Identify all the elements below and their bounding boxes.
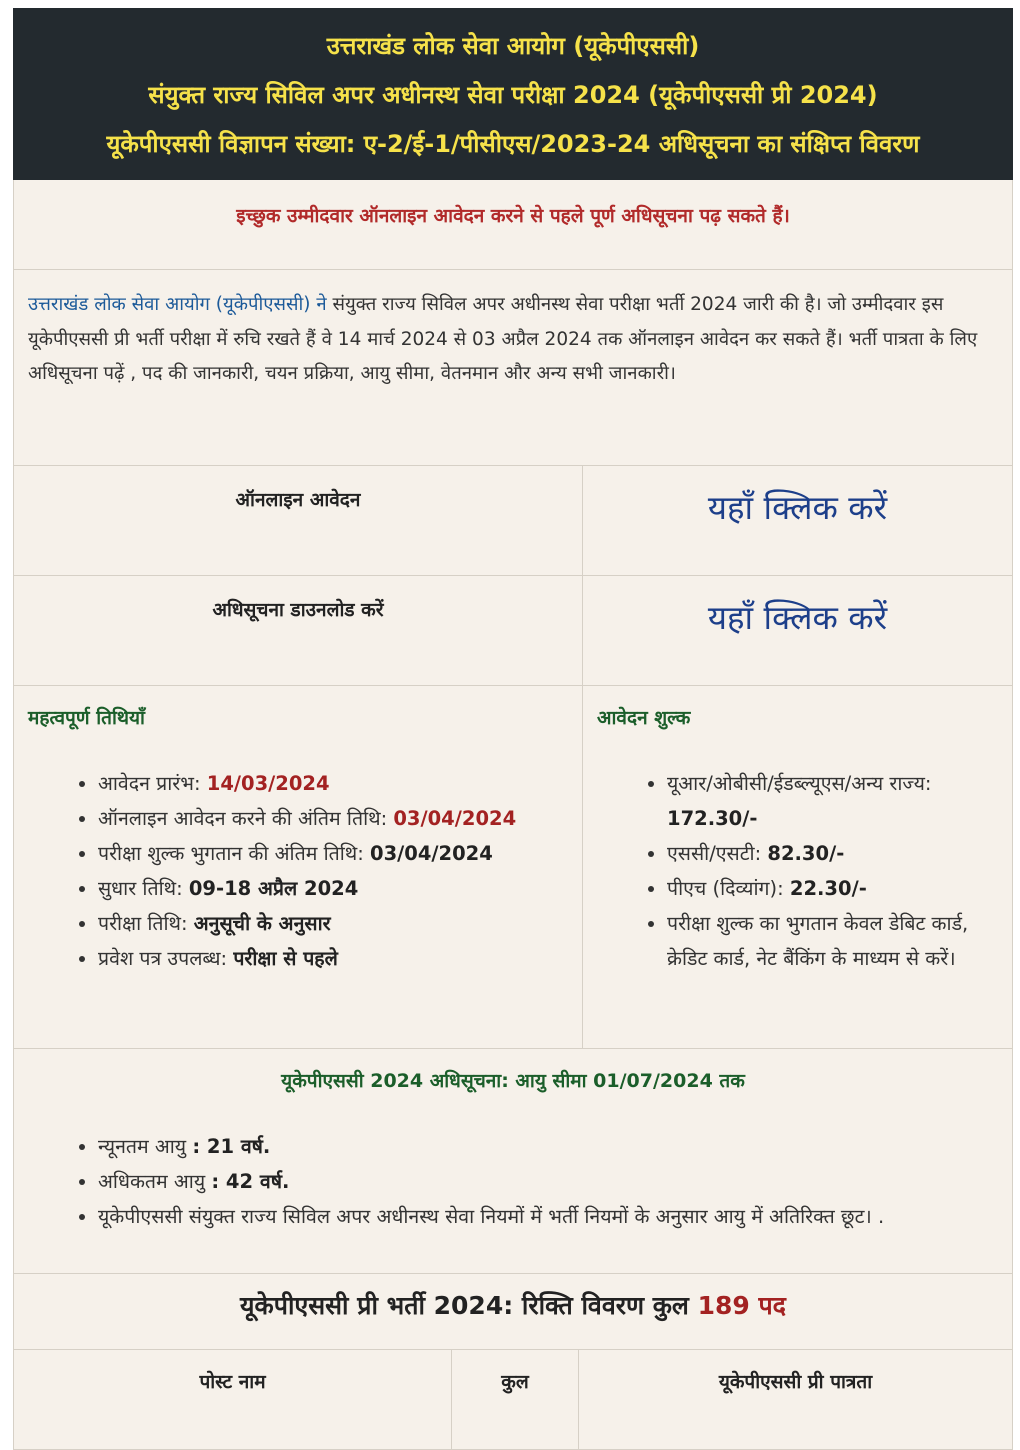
header-line-2: संयुक्त राज्य सिविल अपर अधीनस्थ सेवा परीक्षा 2024 (यूकेपीएससी प्री 2024) [148,81,878,109]
age-limit-section [13,1049,1013,1274]
fee-item: • यूआर/ओबीसी/ईडब्ल्यूएस/अन्य राज्य: 172.30/- [667,766,998,836]
application-fee-title: आवेदन शुल्क [597,707,691,729]
vacancy-table-header [13,1350,1013,1450]
age-limit-title: यूकेपीएससी 2024 अधिसूचना: आयु सीमा 01/07/2024 तक [281,1070,745,1092]
vacancy-title: यूकेपीएससी प्री भर्ती 2024: रिक्ति विवरण कुल [240,1291,698,1320]
age-limit-list [14,1129,1012,1234]
date-item: • ऑनलाइन आवेदन करने की अंतिम तिथि: 03/04/2024 [98,801,568,836]
notification-page [13,8,1013,1450]
vacancy-heading [13,1274,1013,1350]
date-item: • आवेदन प्रारंभ: 14/03/2024 [98,766,568,801]
age-item: • अधिकतम आयु : 42 वर्ष. [98,1164,1012,1199]
fee-item: • परीक्षा शुल्क का भुगतान केवल डेबिट कार्ड, क्रेडिट कार्ड, नेट बैंकिंग के माध्यम से करें। [667,906,998,976]
fee-item: • पीएच (दिव्यांग): 22.30/- [667,871,998,906]
date-item: • सुधार तिथि: 09-18 अप्रैल 2024 [98,871,568,906]
online-apply-row [13,466,1013,576]
important-dates-section [14,686,583,1048]
intro-text: संयुक्त राज्य सिविल अपर अधीनस्थ सेवा परीक्षा भर्ती 2024 जारी की है। जो उम्मीदवार इस यूकेपीएससी प्री भर्ती परीक्षा में रुचि रखते हैं वे 14 मार्च 2024 से 03 अप्रैल 2024 तक ऑनलाइन आवेदन कर सकते हैं। भर्ती पात्रता के लिए अधिसूचना पढ़ें , पद की जानकारी, चयन प्रक्रिया, आयु सीमा, वेतनमान और अन्य सभी जानकारी। [28,294,978,384]
age-item: • यूकेपीएससी संयुक्त राज्य सिविल अपर अधीनस्थ सेवा नियमों में भर्ती नियमों के अनुसार आयु में अतिरिक्त छूट। . [98,1199,1012,1234]
vacancy-count: 189 पद [697,1291,786,1320]
application-fee-section [583,686,1012,1048]
online-apply-link[interactable]: यहाँ क्लिक करें [707,488,888,527]
date-item: • परीक्षा शुल्क भुगतान की अंतिम तिथि: 03/04/2024 [98,836,568,871]
col-eligibility: यूकेपीएससी प्री पात्रता [718,1371,873,1393]
intro-paragraph [13,270,1013,466]
page-header [13,8,1013,180]
notice-banner: इच्छुक उम्मीदवार ऑनलाइन आवेदन करने से पहले पूर्ण अधिसूचना पढ़ सकते हैं। [13,180,1013,270]
col-total: कुल [452,1350,579,1449]
dates-fees-row [13,686,1013,1049]
important-dates-list [28,766,568,976]
fee-item: • एससी/एसटी: 82.30/- [667,836,998,871]
date-item: • परीक्षा तिथि: अनुसूची के अनुसार [98,906,568,941]
notification-download-row [13,576,1013,686]
online-apply-label: ऑनलाइन आवेदन [14,466,583,575]
header-line-1: उत्तराखंड लोक सेवा आयोग (यूकेपीएससी) [326,32,700,60]
age-item: • न्यूनतम आयु : 21 वर्ष. [98,1129,1012,1164]
notification-download-label: अधिसूचना डाउनलोड करें [14,576,583,685]
date-item: • प्रवेश पत्र उपलब्ध: परीक्षा से पहले [98,941,568,976]
header-line-3: यूकेपीएससी विज्ञापन संख्या: ए-2/ई-1/पीसीएस/2023-24 अधिसूचना का संक्षिप्त विवरण [106,130,920,158]
notification-download-link[interactable]: यहाँ क्लिक करें [707,598,888,637]
application-fee-list [597,766,998,976]
col-post-name: पोस्ट नाम [14,1350,452,1449]
org-link[interactable]: उत्तराखंड लोक सेवा आयोग (यूकेपीएससी) ने [28,294,327,315]
important-dates-title: महत्वपूर्ण तिथियाँ [28,707,145,729]
